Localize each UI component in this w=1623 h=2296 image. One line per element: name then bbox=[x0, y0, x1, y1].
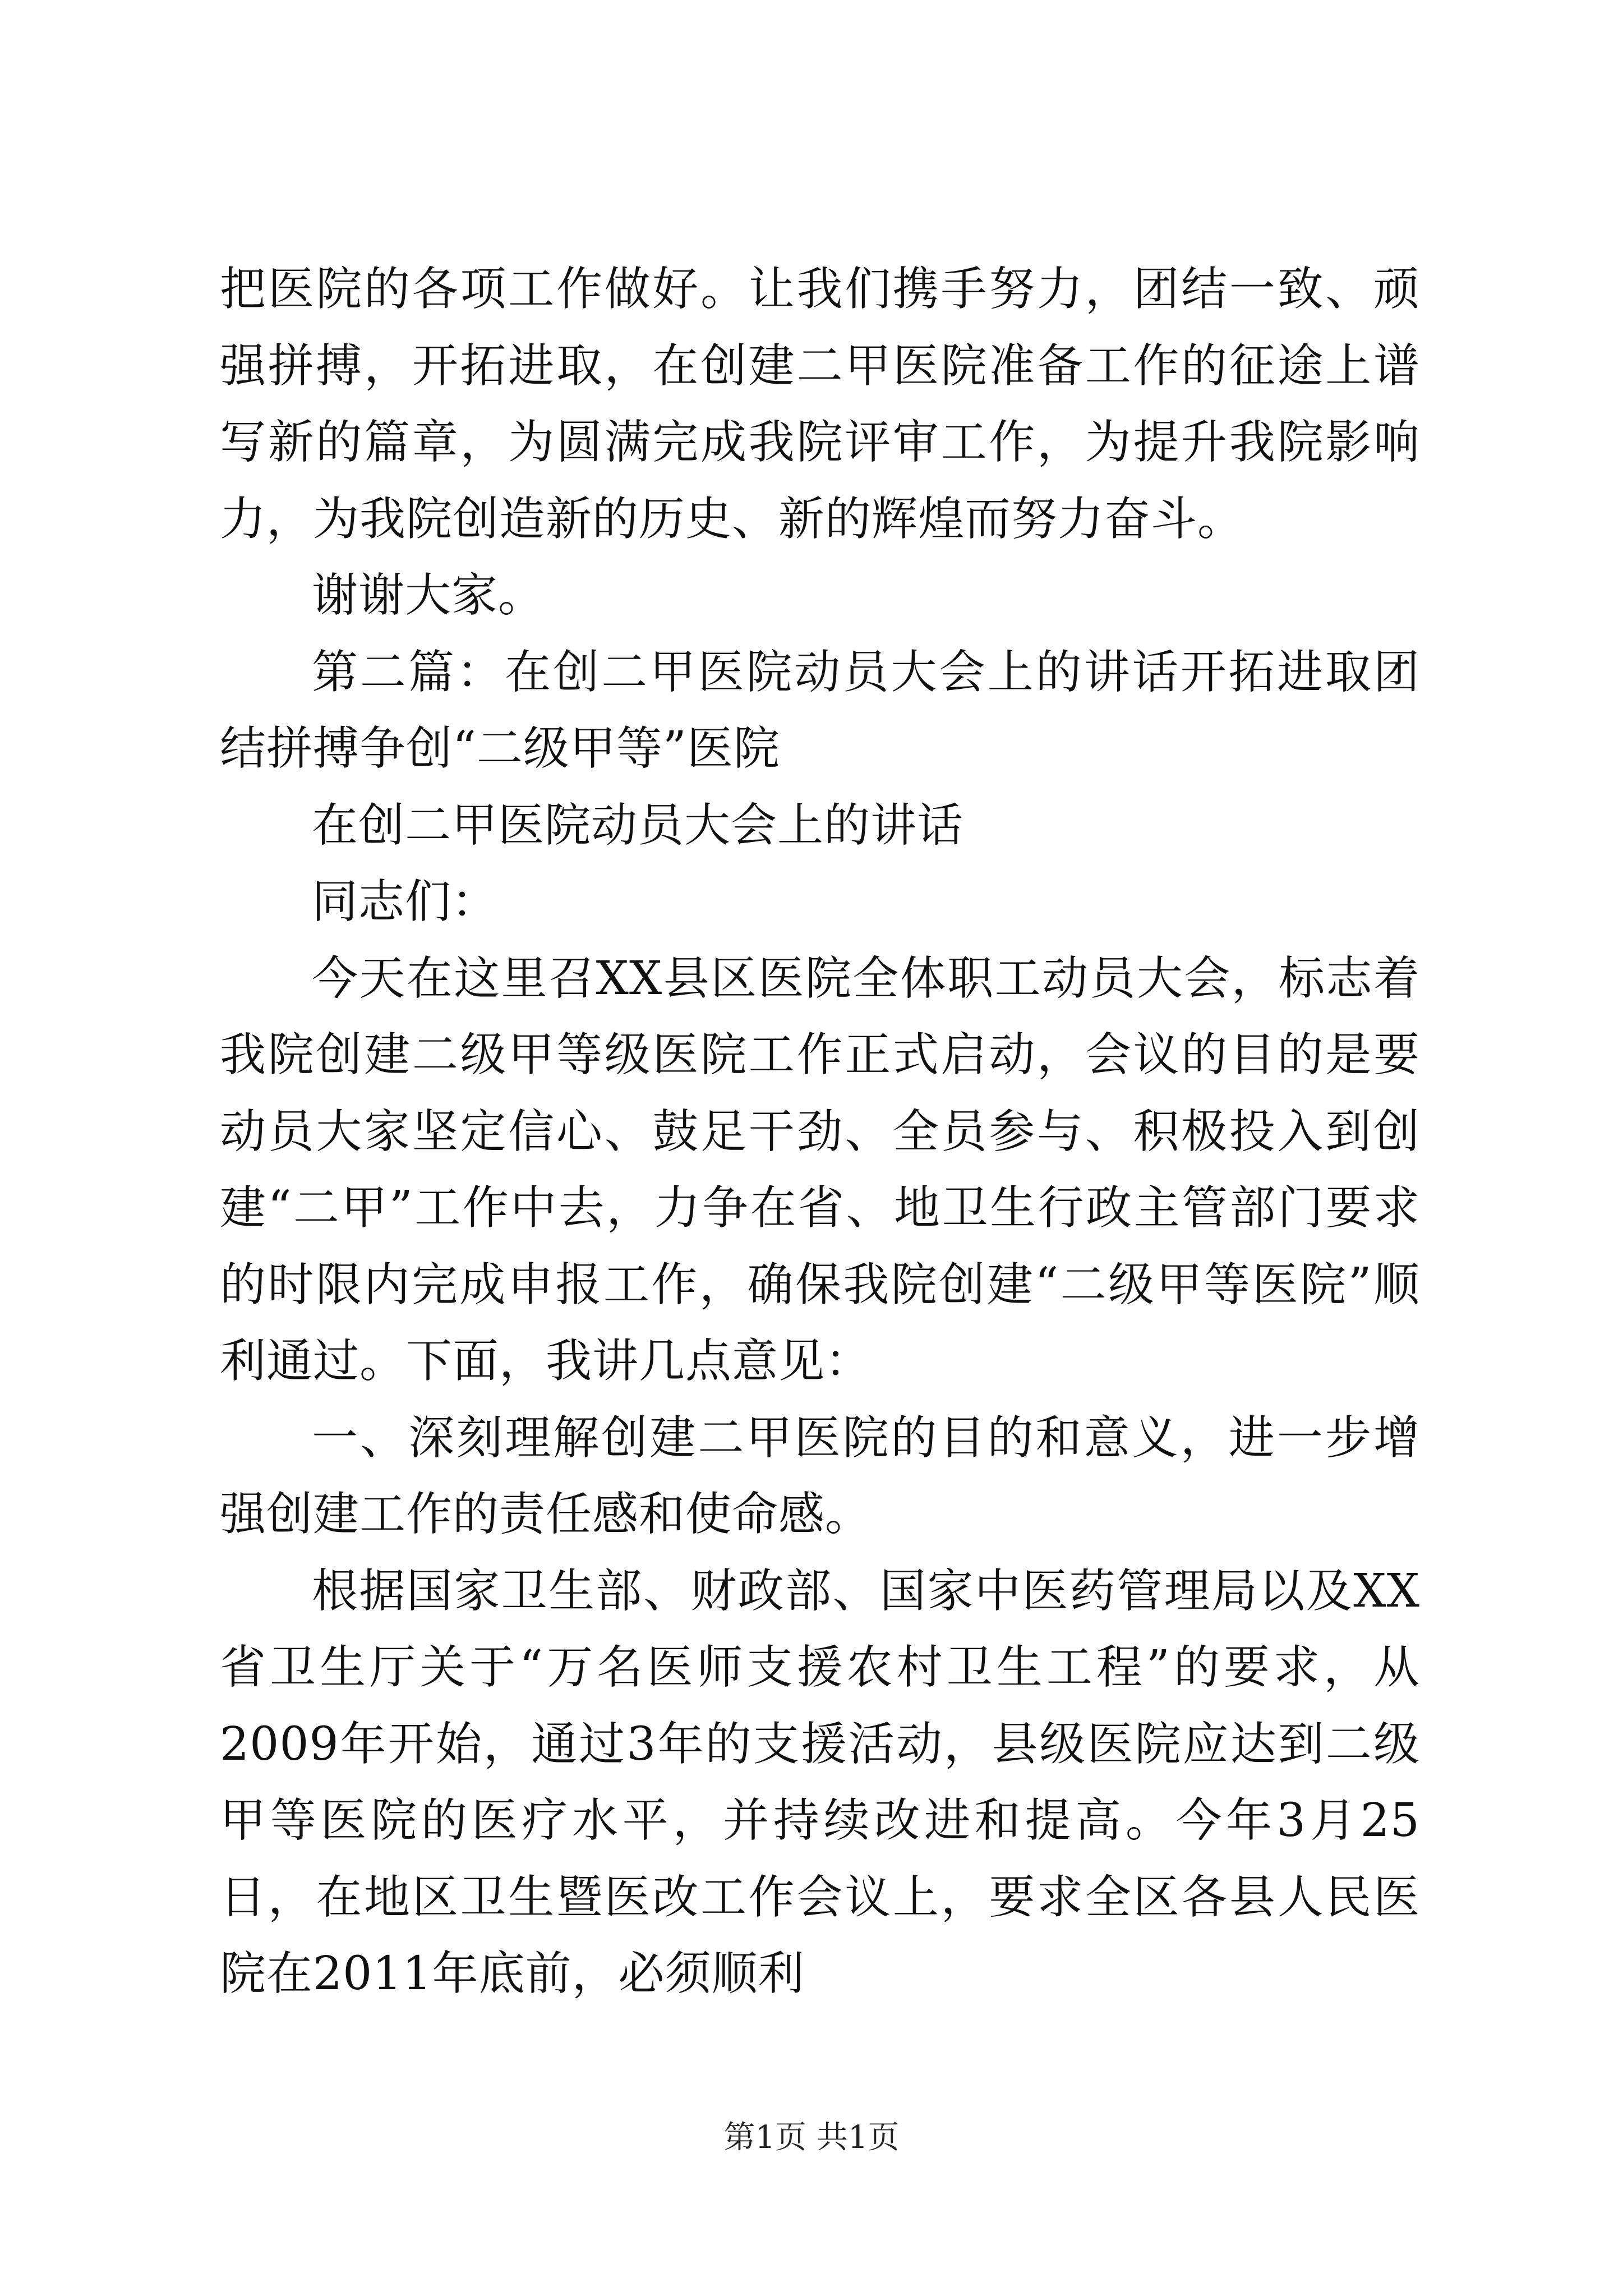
paragraph-section-heading: 一、深刻理解创建二甲医院的目的和意义，进一步增强创建工作的责任感和使命感。 bbox=[220, 1411, 1420, 1541]
paragraph-subtitle: 在创二甲医院动员大会上的讲话 bbox=[312, 798, 964, 852]
paragraph: 谢谢大家。 bbox=[312, 569, 545, 622]
page-footer: 第1页 共1页 bbox=[723, 2119, 900, 2156]
paragraph-heading: 第二篇：在创二甲医院动员大会上的讲话开拓进取团结拼搏争创“二级甲等”医院 bbox=[220, 645, 1420, 775]
paragraph-salutation: 同志们： bbox=[312, 875, 499, 928]
paragraph: 把医院的各项工作做好。让我们携手努力，团结一致、顽强拼搏，开拓进取，在创建二甲医院准备工作的征途上谱写新的篇章，为圆满完成我院评审工作，为提升我院影响力，为我院创造新的历史、新的辉煌而努力奋斗。 bbox=[220, 263, 1420, 546]
document-body bbox=[220, 251, 1420, 2013]
paragraph: 根据国家卫生部、财政部、国家中医药管理局以及XX省卫生厅关于“万名医师支援农村卫生工程”的要求，从2009年开始，通过3年的支援活动，县级医院应达到二级甲等医院的医疗水平，并持续改进和提高。今年3月25日，在地区卫生暨医改工作会议上，要求全区各县人民医院在2011年底前，必须顺利 bbox=[220, 1564, 1420, 2000]
paragraph: 今天在这里召XX县区医院全体职工动员大会，标志着我院创建二级甲等级医院工作正式启动，会议的目的是要动员大家坚定信心、鼓足干劲、全员参与、积极投入到创建“二甲”工作中去，力争在省、地卫生行政主管部门要求的时限内完成申报工作，确保我院创建“二级甲等医院”顺利通过。下面，我讲几点意见： bbox=[220, 951, 1420, 1388]
